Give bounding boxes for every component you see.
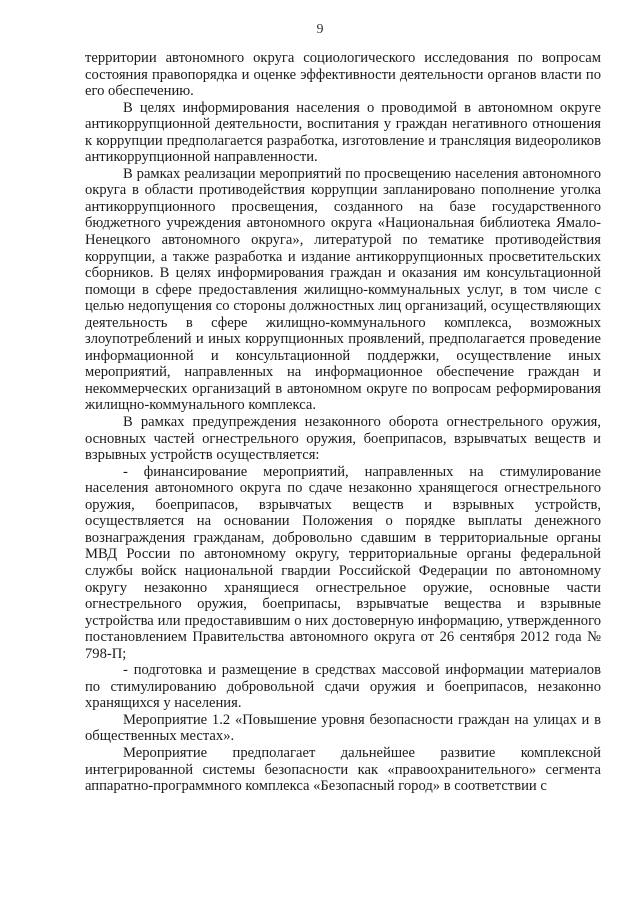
paragraph-4: В рамках предупреждения незаконного оборота огнестрельного оружия, основных частей огнестрельного оружия, боеприпасов, взрывчатых веществ и взрывных устройств осуществляется: [85, 414, 601, 464]
paragraph-2: В целях информирования населения о проводимой в автономном округе антикоррупционной деятельности, воспитания у граждан негативного отношения к коррупции предполагается разработка, изготовление и трансляция видеороликов антикоррупционной направленности. [85, 99, 601, 166]
paragraph-last: Мероприятие предполагает дальнейшее развитие комплексной интегрированной системы безопасности как «правоохранительного» сегмента аппаратно-программного комплекса «Безопасный город» в соответствии с [85, 744, 601, 795]
list-item-media: - подготовка и размещение в средствах массовой информации материалов по стимулированию добровольной сдачи оружия и боеприпасов, незаконно хранящихся у населения. [85, 662, 601, 712]
page-number: 9 [316, 22, 324, 37]
document-body [85, 50, 601, 795]
list-item-financing: - финансирование мероприятий, направленных на стимулирование населения автономного округа по сдаче незаконно хранящегося огнестрельного оружия, боеприпасов, взрывчатых веществ и взрывных устройств, осуществляется на основании Положения о порядке выплаты денежного вознаграждения гражданам, добровольно сдавшим в территориальные органы МВД России по автономному округу, территориальные органы федеральной службы войск национальной гвардии Российской Федерации по автономному округу незаконно хранящиеся огнестрельное оружие, основные части огнестрельного оружия, боеприпасы, взрывчатые вещества и взрывные устройства или предоставившим о них достоверную информацию, утвержденного постановлением Правительства автономного округа от 26 сентября 2012 года № 798-П; [85, 463, 601, 662]
paragraph-1: территории автономного округа социологического исследования по вопросам состояния правопорядка и оценке эффективности деятельности органов власти по его обеспечению. [85, 50, 601, 100]
paragraph-measure-heading: Мероприятие 1.2 «Повышение уровня безопасности граждан на улицах и в общественных местах». [85, 711, 601, 745]
paragraph-3: В рамках реализации мероприятий по просвещению населения автономного округа в области противодействия коррупции запланировано пополнение уголка антикоррупционного просвещения, созданного на базе государственного бюджетного учреждения автономного округа «Национальная библиотека Ямало-Ненецкого автономного округа», литературой по тематике противодействия коррупции, а также разработка и издание антикоррупционных просветительских сборников. В целях информирования граждан и оказания им консультационной помощи в сфере предоставления жилищно-коммунальных услуг, в том числе с целью недопущения со стороны должностных лиц организаций, осуществляющих деятельность в сфере жилищно-коммунального комплекса, возможных злоупотреблений и иных коррупционных проявлений, предполагается проведение информационной и консультационной поддержки, осуществление иных мероприятий, направленных на информационное обеспечение граждан и некоммерческих организаций в автономном округе по вопросам реформирования жилищно-коммунального комплекса. [85, 165, 601, 414]
